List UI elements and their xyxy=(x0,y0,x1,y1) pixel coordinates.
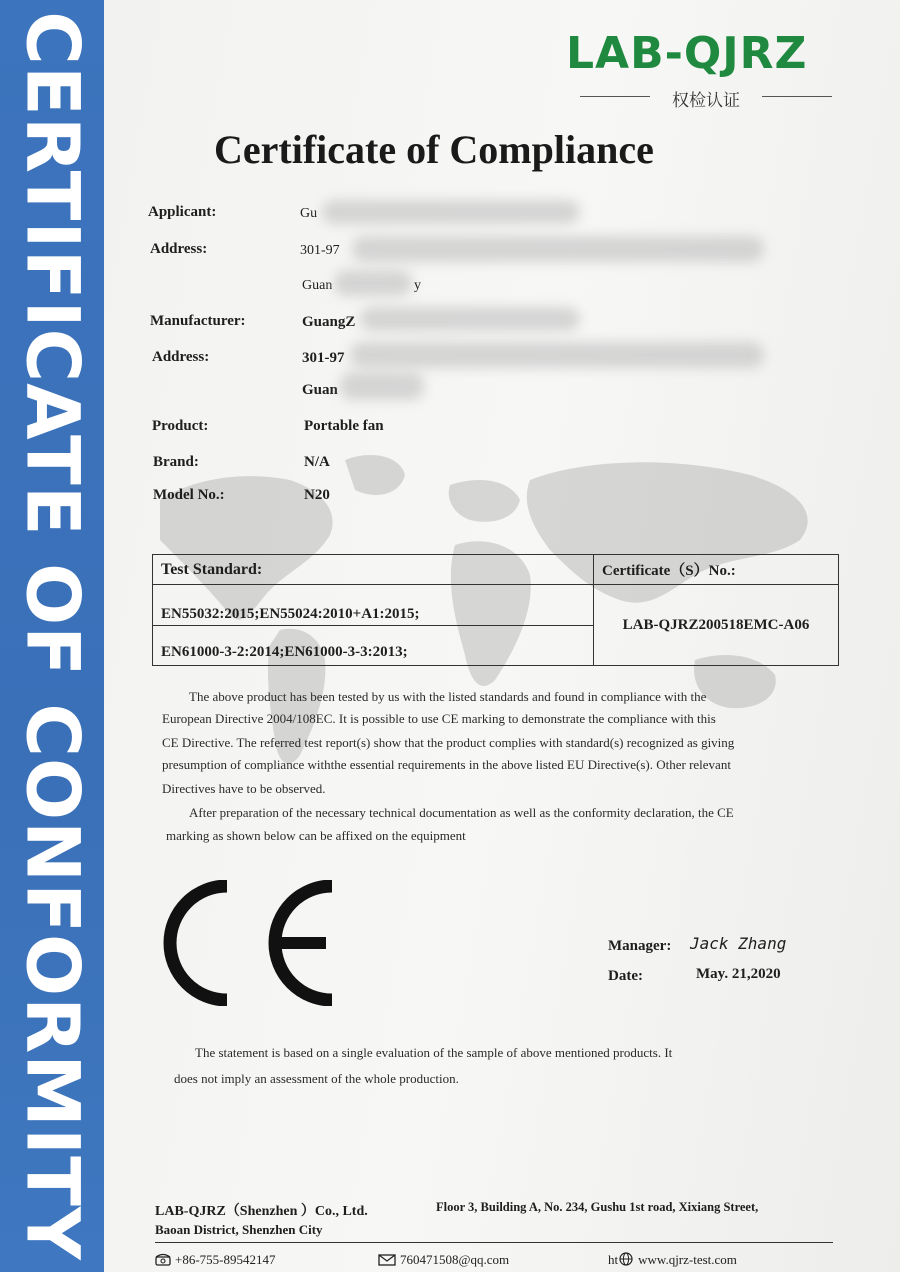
statement-line: does not imply an assessment of the whole production. xyxy=(174,1071,459,1086)
date-value: May. 21,2020 xyxy=(696,966,781,982)
applicant-address-line2: Guan xyxy=(302,278,333,293)
email-address: 760471508@qq.com xyxy=(400,1252,510,1267)
statement-line: The statement is based on a single evaluation of the sample of above mentioned products. It xyxy=(195,1045,673,1060)
certificate-title: Certificate of Compliance xyxy=(214,127,654,172)
website-prefix: ht xyxy=(608,1252,619,1267)
manufacturer-address-label: Address: xyxy=(152,349,210,365)
applicant-address-label: Address: xyxy=(150,241,208,257)
applicant-label: Applicant: xyxy=(148,204,217,220)
side-banner-text: CERTIFICATE OF CONFORMITY xyxy=(9,11,95,1261)
redaction-blur xyxy=(350,342,764,368)
footer-email xyxy=(378,1252,509,1268)
certificate-no-value: LAB-QJRZ200518EMC-A06 xyxy=(594,585,839,666)
phone-number: +86-755-89542147 xyxy=(175,1252,276,1267)
redaction-blur xyxy=(334,270,412,296)
ce-mark-icon xyxy=(162,880,338,1006)
applicant-address-line1: 301-97 xyxy=(300,243,340,258)
compliance-text-line: The above product has been tested by us with the listed standards and found in compliance with the xyxy=(189,689,707,704)
logo-wordmark: LAB-QJRZ xyxy=(566,28,808,79)
logo-divider-right xyxy=(762,96,832,97)
compliance-text-line: European Directive 2004/108EC. It is possible to use CE marking to demonstrate the compliance with this xyxy=(162,711,716,726)
telephone-icon xyxy=(155,1253,171,1266)
footer-company: LAB-QJRZ（Shenzhen ）Co., Ltd. xyxy=(155,1204,368,1219)
marking-text-line: marking as shown below can be affixed on the equipment xyxy=(166,828,466,843)
footer-phone xyxy=(155,1252,276,1268)
product-label: Product: xyxy=(152,418,209,434)
applicant-value: Gu xyxy=(300,206,318,221)
side-banner xyxy=(0,0,104,1272)
footer-address-line2: Baoan District, Shenzhen City xyxy=(155,1222,323,1237)
envelope-icon xyxy=(378,1254,396,1266)
standard-row: EN61000-3-2:2014;EN61000-3-3:2013; xyxy=(153,626,594,666)
model-label: Model No.: xyxy=(153,487,225,503)
redaction-blur xyxy=(322,200,580,224)
compliance-text-line: CE Directive. The referred test report(s) show that the product complies with standard(s) recognized as giving xyxy=(162,735,735,750)
brand-label: Brand: xyxy=(153,454,199,470)
product-value: Portable fan xyxy=(304,418,384,434)
footer-address-line1: Floor 3, Building A, No. 234, Gushu 1st road, Xixiang Street, xyxy=(436,1200,759,1214)
footer-divider xyxy=(155,1242,833,1243)
manufacturer-address-line1: 301-97 xyxy=(302,350,345,366)
certificate-no-header: Certificate（S）No.: xyxy=(594,555,839,585)
footer-website xyxy=(608,1252,737,1268)
website-url: www.qjrz-test.com xyxy=(638,1252,737,1267)
brand-value: N/A xyxy=(304,454,330,470)
applicant-address-line2-tail: y xyxy=(414,278,421,293)
standards-table xyxy=(152,554,839,666)
logo-subtitle: 权检认证 xyxy=(672,91,740,111)
manager-signature: Jack Zhang xyxy=(690,934,787,953)
standard-row: EN55032:2015;EN55024:2010+A1:2015; xyxy=(153,585,594,626)
date-label: Date: xyxy=(608,968,643,984)
test-standard-header: Test Standard: xyxy=(153,555,594,585)
redaction-blur xyxy=(360,307,580,331)
compliance-text-line: Directives have to be observed. xyxy=(162,781,326,796)
compliance-text-line: presumption of compliance withthe essential requirements in the above listed EU Directive(s). Other relevant xyxy=(162,757,731,772)
manager-label: Manager: xyxy=(608,938,672,954)
manufacturer-address-line2: Guan xyxy=(302,382,338,398)
manufacturer-label: Manufacturer: xyxy=(150,313,246,329)
redaction-blur xyxy=(340,372,424,400)
marking-text-line: After preparation of the necessary technical documentation as well as the conformity declaration, the CE xyxy=(189,805,734,820)
manufacturer-value: GuangZ xyxy=(302,314,356,330)
globe-icon xyxy=(618,1252,634,1266)
redaction-blur xyxy=(352,236,764,262)
model-value: N20 xyxy=(304,487,330,503)
